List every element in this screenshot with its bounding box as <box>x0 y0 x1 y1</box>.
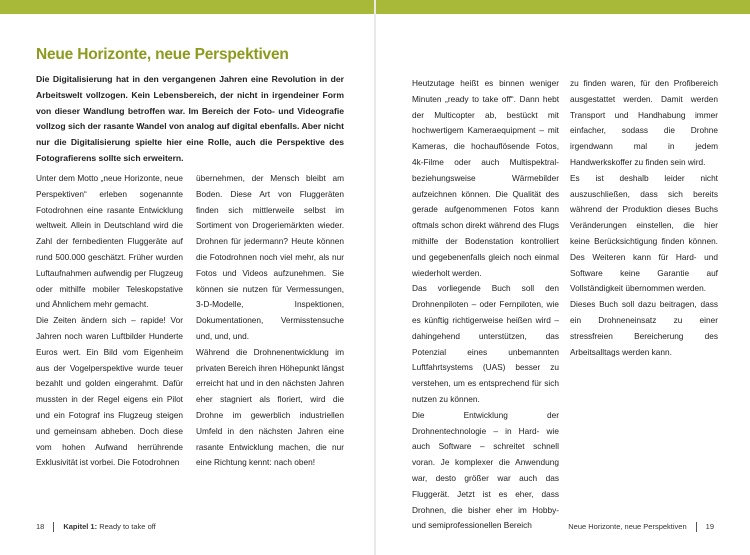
paragraph: Die Zeiten ändern sich – rapide! Vor Jahren noch waren Luftbilder Hunderte Euros wert. Ein Bild vom Eigenheim aus der Vogelperspektive wurde teuer bezahlt und golden eingerahmt. Dafür mussten in der Regel eigens ein Pilot und ein Fotograf ins Flugzeug steigen und gemeinsam abheben. Doch diese vom hohen Aufwand herrührende Exklusivität ist vorbei. Die Fotodrohnen <box>36 315 183 468</box>
paragraph: übernehmen, der Mensch bleibt am Boden. Diese Art von Fluggeräten finden sich mittlerweile selbst im Sortiment von Drogeriemärkten wieder. Drohnen für jedermann? Heute können die Fotodrohnen noch viel mehr, als nur Fotos und Videos aufzunehmen. Sie können sie nutzen für Vermessungen, 3-D-Modelle, Inspektionen, Dokumentationen, Vermisstensuche und, und, und. <box>196 173 344 341</box>
chapter-title: Ready to take off <box>99 522 156 531</box>
intro-paragraph: Die Digitalisierung hat in den vergangenen Jahren eine Revolution in der Arbeitswelt vollzogen. Kein Lebensbereich, der nicht in irgendeiner Form von dieser Wandlung betroffen war. Im Bereich der Foto- und Videografie vollzog sich der rasante Wandel von analog auf digital ebenfalls. Aber nicht nur die Digitalisierung spielte hier eine Rolle, auch die Perspektive des Fotografierens sollte sich erweitern. <box>36 74 344 163</box>
paragraph: Unter dem Motto „neue Horizonte, neue Perspektiven“ erleben sogenannte Fotodrohnen eine rasante Entwicklung weltweit. Allein in Deutschland wird die Zahl der fernbedienten Fluggeräte auf rund 500.000 geschätzt. Früher wurden Luftaufnahmen aufwendig per Flugzeug oder mithilfe mobiler Teleskopstative und Ähnlichem mehr gemacht. <box>36 173 183 310</box>
footer-divider <box>696 522 697 532</box>
paragraph: Während die Drohnenentwicklung im privaten Bereich ihren Höhepunkt längst erreicht hat und in den nächsten Jahren eher stagniert als floriert, wird die Drohne im gewerblich industriellen Umfeld in den nächsten Jahren eine rasante Entwicklung machen, die nur eine Richtung kennt: nach oben! <box>196 346 344 468</box>
right-page <box>376 0 750 555</box>
chapter-heading: Neue Horizonte, neue Perspektiven <box>36 46 289 63</box>
page-number: 19 <box>705 522 714 531</box>
chapter-label: Kapitel 1: <box>63 522 98 531</box>
right-column-2 <box>570 76 718 360</box>
running-head: Neue Horizonte, neue Perspektiven <box>568 522 687 531</box>
right-footer <box>568 522 714 532</box>
left-page <box>0 0 374 555</box>
paragraph: Heutzutage heißt es binnen weniger Minuten „ready to take off“. Dann hebt der Multicopter ab, bestückt mit hochwertigem Kameraequipment – mit Kameras, die hochauflösende Fotos, 4k-Filme oder auch Multispektral- beziehungsweise Wärmebilder aufzeichnen können. Die Qualität des gerade aufgenommenen Fotos kann oftmals schon direkt während des Flugs mithilfe der Bodenstation kontrolliert und gegebenenfalls gleich noch einmal wiederholt werden. <box>412 78 559 278</box>
paragraph: Das vorliegende Buch soll den Drohnenpiloten – oder Fernpiloten, wie es künftig richtigerweise heißen wird – dahingehend unterstützen, das Potenzial eines unbemannten Luftfahrtsystems (UAS) besser zu verstehen, um es entsprechend für sich nutzen zu können. <box>412 283 559 404</box>
accent-bar <box>376 0 750 14</box>
accent-bar <box>0 0 374 14</box>
paragraph: Es ist deshalb leider nicht auszuschließen, dass sich bereits während der Produktion dieses Buchs Veränderungen einstellen, die hier keine Berücksichtigung finden können. Des Weiteren kann für Hard- und Software keine Garantie auf Vollständigkeit übernommen werden. <box>570 172 718 294</box>
left-column-1 <box>36 171 183 471</box>
page-number: 18 <box>36 522 45 531</box>
left-footer <box>36 522 156 532</box>
paragraph: zu finden waren, für den Profibereich ausgestattet werden. Damit werden Transport und Handhabung immer einfacher, sodass die Drohne irgendwann mal in jedem Handwerkskoffer zu finden sein wird. <box>570 78 718 167</box>
right-column-1 <box>412 76 559 534</box>
footer-divider <box>53 522 54 532</box>
left-column-2 <box>196 171 344 471</box>
paragraph: Die Entwicklung der Drohnentechnologie – in Hard- wie auch Software – schreitet schnell voran. Je komplexer die Anwendung war, desto größer war auch das Fluggerät. Jetzt ist es eher, dass Drohnen, die bisher eher im Hobby- und semiprofessionellen Bereich <box>412 409 559 531</box>
paragraph: Dieses Buch soll dazu beitragen, dass ein Drohneneinsatz zu einer stressfreien Bereicherung des Arbeitsalltags werden kann. <box>570 299 718 357</box>
